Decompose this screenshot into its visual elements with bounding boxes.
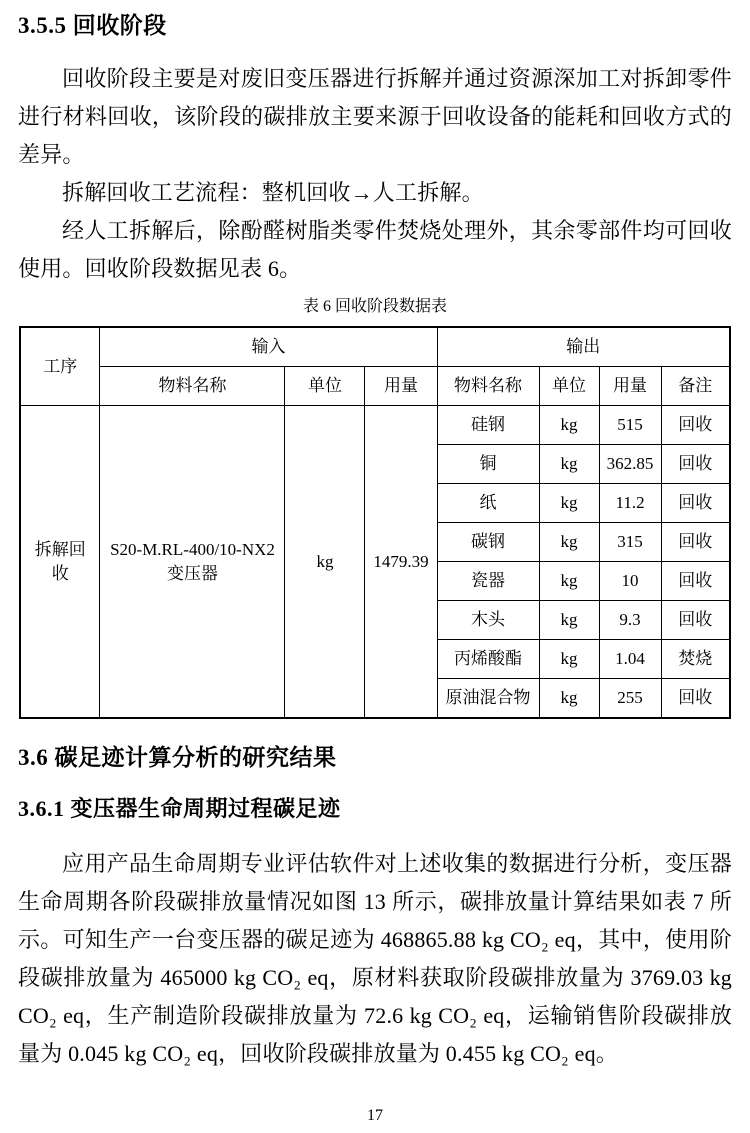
cell-output-unit: kg — [539, 484, 599, 523]
cell-output-amount: 11.2 — [599, 484, 661, 523]
page-number: 17 — [367, 1107, 383, 1124]
table-header-group-row — [20, 327, 730, 367]
cell-output-amount: 10 — [599, 562, 661, 601]
table-header-columns-row — [20, 367, 730, 406]
paragraph-process-flow: 拆解回收工艺流程：整机回收→人工拆解。 — [62, 180, 484, 205]
output-row — [20, 406, 730, 445]
cell-output-material: 碳钢 — [437, 523, 539, 562]
cell-process: 拆解回收 — [20, 406, 100, 719]
paragraph-after-dismantle: 经人工拆解后，除酚醛树脂类零件焚烧处理外，其余零部件均可回收使用。回收阶段数据见表 6。 — [18, 218, 732, 281]
cell-output-note: 回收 — [661, 601, 730, 640]
cell-output-amount: 515 — [599, 406, 661, 445]
cell-output-unit: kg — [539, 523, 599, 562]
cell-input-material: S20-M.RL-400/10-NX2 变压器 — [100, 406, 285, 719]
cell-output-note: 回收 — [661, 562, 730, 601]
cell-output-note: 焚烧 — [661, 640, 730, 679]
header-output-unit: 单位 — [539, 367, 599, 406]
header-input-unit: 单位 — [285, 367, 365, 406]
cell-output-amount: 315 — [599, 523, 661, 562]
cell-output-note: 回收 — [661, 523, 730, 562]
cell-input-amount: 1479.39 — [365, 406, 437, 719]
cell-output-amount: 255 — [599, 679, 661, 719]
header-output-group: 输出 — [437, 327, 730, 367]
header-input-group: 输入 — [100, 327, 437, 367]
cell-output-material: 瓷器 — [437, 562, 539, 601]
heading-3-6-1: 3.6.1 变压器生命周期过程碳足迹 — [18, 796, 341, 821]
cell-output-unit: kg — [539, 640, 599, 679]
header-output-material: 物料名称 — [437, 367, 539, 406]
cell-output-material: 铜 — [437, 445, 539, 484]
header-process: 工序 — [20, 327, 100, 406]
cell-output-material: 硅钢 — [437, 406, 539, 445]
cell-output-note: 回收 — [661, 406, 730, 445]
cell-output-amount: 362.85 — [599, 445, 661, 484]
header-output-note: 备注 — [661, 367, 730, 406]
cell-output-unit: kg — [539, 679, 599, 719]
cell-output-unit: kg — [539, 562, 599, 601]
cell-output-material: 原油混合物 — [437, 679, 539, 719]
cell-output-note: 回收 — [661, 445, 730, 484]
header-input-amount: 用量 — [365, 367, 437, 406]
cell-input-unit: kg — [285, 406, 365, 719]
recycle-stage-data-table — [19, 326, 731, 719]
cell-output-material: 木头 — [437, 601, 539, 640]
header-output-amount: 用量 — [599, 367, 661, 406]
heading-3-6: 3.6 碳足迹计算分析的研究结果 — [18, 745, 337, 770]
heading-3-5-5: 3.5.5 回收阶段 — [18, 13, 167, 38]
header-input-material: 物料名称 — [100, 367, 285, 406]
cell-output-material: 纸 — [437, 484, 539, 523]
cell-output-material: 丙烯酸酯 — [437, 640, 539, 679]
cell-output-unit: kg — [539, 601, 599, 640]
cell-output-note: 回收 — [661, 484, 730, 523]
table-caption: 表 6 回收阶段数据表 — [302, 298, 447, 315]
cell-output-amount: 1.04 — [599, 640, 661, 679]
cell-output-amount: 9.3 — [599, 601, 661, 640]
cell-output-note: 回收 — [661, 679, 730, 719]
paragraph-recycle-intro: 回收阶段主要是对废旧变压器进行拆解并通过资源深加工对拆卸零件进行材料回收，该阶段的碳排放主要来源于回收设备的能耗和回收方式的差异。 — [18, 66, 732, 167]
cell-output-unit: kg — [539, 445, 599, 484]
cell-output-unit: kg — [539, 406, 599, 445]
paragraph-carbon-footprint-results: 应用产品生命周期专业评估软件对上述收集的数据进行分析，变压器生命周期各阶段碳排放量情况如图 13 所示，碳排放量计算结果如表 7 所示。可知生产一台变压器的碳足迹为 468865.88 kg CO₂ eq，其中，使用阶段碳排放量为 465000 kg CO₂ eq，原材料获取阶段碳排放量为 3769.03 kg CO₂ eq，生产制造阶段碳排放量为 72.6 kg CO₂ eq，运输销售阶段碳排放量为 0.045 kg CO₂ eq，回收阶段碳排放量为 0.455 kg CO₂ eq。 — [18, 851, 732, 1066]
